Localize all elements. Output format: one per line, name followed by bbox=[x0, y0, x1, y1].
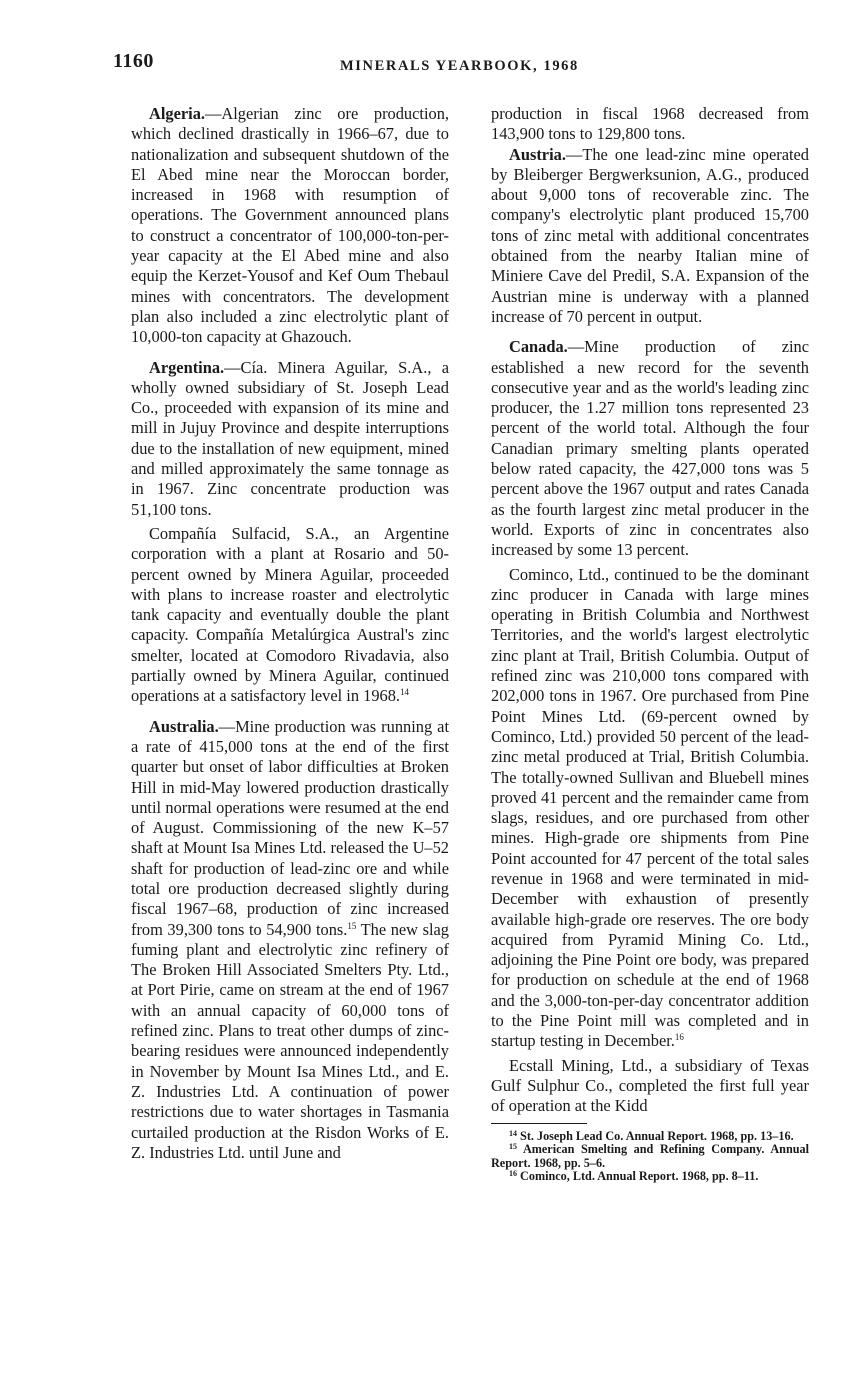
footnote-text: St. Joseph Lead Co. Annual Report. 1968, pp. 13–16. bbox=[517, 1128, 794, 1143]
paragraph-text: Cominco, Ltd., continued to be the dominant zinc producer in Canada with large mines operating in British Columbia and Northwest Territories, and the world's largest electrolytic zinc plant at Trail, British Columbia. Output of refined zinc was 210,000 tons compared with 202,000 tons in 1967. Ore purchased from Pine Point Mines Ltd. (69-percent owned by Cominco, Ltd.) provided 50 percent of the lead-zinc metal produced at Trial, British Columbia. The totally-owned Sullivan and Bluebell mines proved 41 percent and the remainder came from slags, residues, and ore purchased from other mines. High-grade ore shipments from Pine Point accounted for 47 percent of the total sales revenue in 1968 and were terminated in mid-December with exhaustion of presently available high-grade ore reserves. The ore body acquired from Pyramid Mining Co. Ltd., adjoining the Pine Point ore body, was prepared for production on schedule at the end of 1968 and the 3,000-ton-per-day concentrator addition to the Pine Point mill was completed and in startup testing in December. bbox=[491, 564, 809, 1051]
footnote bbox=[491, 1143, 809, 1170]
footnote-number: 14 bbox=[509, 1128, 517, 1138]
footnote-ref: 16 bbox=[674, 1032, 684, 1043]
footnote bbox=[491, 1170, 809, 1184]
footnote-text: American Smelting and Refining Company. Annual Report. 1968, pp. 5–6. bbox=[491, 1142, 809, 1170]
footnote-number: 16 bbox=[509, 1169, 517, 1179]
running-head: MINERALS YEARBOOK, 1968 bbox=[340, 58, 579, 74]
footnote-ref: 15 bbox=[347, 920, 357, 931]
paragraph-text: —The one lead-zinc mine operated by Bleiberger Bergwerksunion, A.G., produced about 9,000 tons of recoverable zinc. The company's electrolytic plant produced 15,700 tons of zinc metal with additional concentrates obtained from the nearby Italian mine of Miniere Cave del Predil, S.A. Expansion of the Austrian mine is underway with a planned increase of 70 percent in output. bbox=[491, 144, 809, 326]
section-head-austria: Austria. bbox=[509, 144, 566, 164]
paragraph-cominco bbox=[491, 565, 809, 1052]
footnotes bbox=[491, 1130, 809, 1184]
section-head-canada: Canada. bbox=[509, 337, 568, 357]
paragraph-sulfacid bbox=[131, 524, 449, 707]
paragraph-australia-continued: production in fiscal 1968 decreased from 143,900 tons to 129,800 tons. bbox=[491, 104, 809, 144]
section-head-algeria: Algeria. bbox=[149, 104, 205, 123]
paragraph-text: —Mine production was running at a rate of 415,000 tons at the end of the first quarter but onset of labor difficulties at Broken Hill in mid-May lowered production drastically until normal operations were resumed at the end of August. Commissioning of the new K–57 shaft at Mount Isa Mines Ltd. released the U–52 shaft for production of lead-zinc ore and while total ore production decreased slightly during fiscal 1967–68, production of zinc increased from 39,300 tons to 54,900 tons. bbox=[131, 716, 449, 939]
paragraph-algeria bbox=[131, 104, 449, 348]
page-number: 1160 bbox=[113, 50, 154, 72]
paragraph-text: The new slag fuming plant and electrolytic zinc refinery of The Broken Hill Associated Smelters Pty. Ltd., at Port Pirie, came on stream at the end of 1967 with an annual capacity of 60,000 tons of refined zinc. Plans to treat other dumps of zinc-bearing residues were announced independently in November by Mount Isa Mines Ltd., and E. Z. Industries Ltd. A continuation of power restrictions due to water shortages in Tasmania curtailed production at the Risdon Works of E. Z. Industries Ltd. until June and bbox=[131, 919, 449, 1162]
section-head-australia: Australia. bbox=[149, 716, 219, 736]
footnote-number: 15 bbox=[509, 1142, 517, 1152]
paragraph-australia bbox=[131, 717, 449, 1164]
paragraph-text: —Cía. Minera Aguilar, S.A., a wholly owned subsidiary of St. Joseph Lead Co., proceeded with expansion of its mine and mill in Jujuy Province and despite interruptions due to the installation of new equipment, mined and milled approximately the same tonnage as in 1967. Zinc concentrate production was 51,100 tons. bbox=[131, 357, 449, 519]
paragraph-text: Compañía Sulfacid, S.A., an Argentine corporation with a plant at Rosario and 50-percent owned by Minera Aguilar, proceeded with plans to increase roaster and electrolytic tank capacity and eventually double the plant capacity. Compañía Metalúrgica Austral's zinc smelter, located at Comodoro Rivadavia, also partially owned by Minera Aguilar, continued operations at a satisfactory level in 1968. bbox=[131, 523, 449, 706]
section-head-argentina: Argentina. bbox=[149, 357, 225, 377]
footnote-ref: 14 bbox=[400, 687, 409, 698]
paragraph-argentina bbox=[131, 358, 449, 520]
footnote bbox=[491, 1130, 809, 1144]
paragraph-austria bbox=[491, 145, 809, 328]
right-column bbox=[491, 104, 809, 1184]
paragraph-canada bbox=[491, 337, 809, 560]
paragraph-text: —Mine production of zinc established a new record for the seventh consecutive year and as the world's leading zinc producer, the 1.27 million tons represented 23 percent of the world total. Although the four Canadian primary smelting plants operated below rated capacity, the 427,000 tons was 5 percent above the 1967 output and rates Canada as the fourth largest zinc metal producer in the world. Exports of zinc in concentrates also increased by some 13 percent. bbox=[491, 337, 809, 560]
paragraph-text: —Algerian zinc ore production, which declined drastically in 1966–67, due to nationalization and subsequent shutdown of the El Abed mine near the Moroccan border, increased in 1968 with resumption of operations. The Government announced plans to construct a concentrator of 100,000-ton-per-year capacity at the El Abed mine and also equip the Kerzet-Yousof and Kef Oum Thebaul mines with concentrators. The development plan also included a zinc electrolytic plant of 10,000-ton capacity at Ghazouch. bbox=[131, 104, 449, 347]
paragraph-ecstall: Ecstall Mining, Ltd., a subsidiary of Texas Gulf Sulphur Co., completed the first full year of operation at the Kidd bbox=[491, 1055, 809, 1116]
left-column bbox=[131, 104, 449, 1163]
footnote-text: Cominco, Ltd. Annual Report. 1968, pp. 8–11. bbox=[517, 1169, 759, 1184]
footnote-divider bbox=[491, 1123, 587, 1124]
